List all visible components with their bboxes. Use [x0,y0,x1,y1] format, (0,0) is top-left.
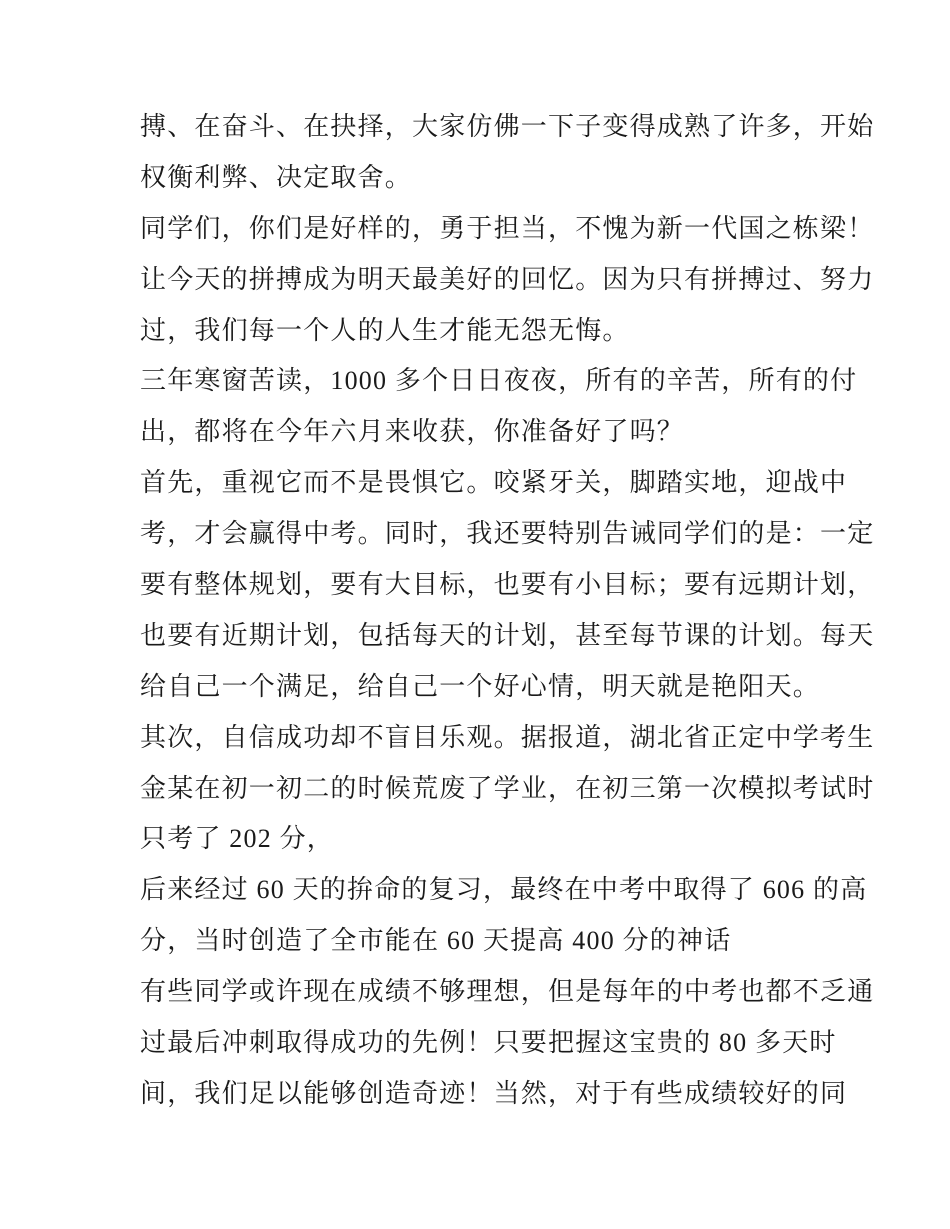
text-line: 其次，自信成功却不盲目乐观。据报道，湖北省正定中学考生 [140,722,875,752]
text-line: 搏、在奋斗、在抉择，大家仿佛一下子变得成熟了许多，开始 [140,112,875,141]
text-line: 首先，重视它而不是畏惧它。咬紧牙关，脚踏实地，迎战中 [140,468,848,498]
text-line: 间，我们足以能够创造奇迹！当然，对于有些成绩较好的同 [140,1078,848,1108]
text-line: 只考了 202 分， [140,824,335,854]
text-line: 过最后冲刺取得成功的先例！只要把握这宝贵的 80 多天时 [140,1028,837,1058]
text-line: 金某在初一初二的时候荒废了学业，在初三第一次模拟考试时 [140,773,875,803]
text-line: 权衡利弊、决定取舍。 [140,162,413,192]
text-line: 给自己一个满足，给自己一个好心情，明天就是艳阳天。 [140,671,821,701]
text-line: 也要有近期计划，包括每天的计划，甚至每节课的计划。每天 [140,620,875,650]
text-line: 后来经过 60 天的拚命的复习，最终在中考中取得了 606 的高 [140,875,868,905]
text-line: 出，都将在今年六月来收获，你准备好了吗？ [140,417,685,447]
text-line: 三年寒窗苦读，1000 多个日日夜夜，所有的辛苦，所有的付 [140,366,858,396]
document-body [140,102,875,1120]
text-line: 考，才会赢得中考。同时，我还要特别告诫同学们的是：一定 [140,519,875,549]
text-line: 有些同学或许现在成绩不够理想，但是每年的中考也都不乏通 [140,977,875,1007]
text-line: 过，我们每一个人的人生才能无怨无悔。 [140,315,630,345]
text-line: 要有整体规划，要有大目标，也要有小目标；要有远期计划， [140,570,875,600]
text-line: 同学们，你们是好样的，勇于担当，不愧为新一代国之栋梁！ [140,213,875,243]
text-line: 让今天的拼搏成为明天最美好的回忆。因为只有拼搏过、努力 [140,264,875,294]
text-line: 分，当时创造了全市能在 60 天提高 400 分的神话 [140,926,732,956]
